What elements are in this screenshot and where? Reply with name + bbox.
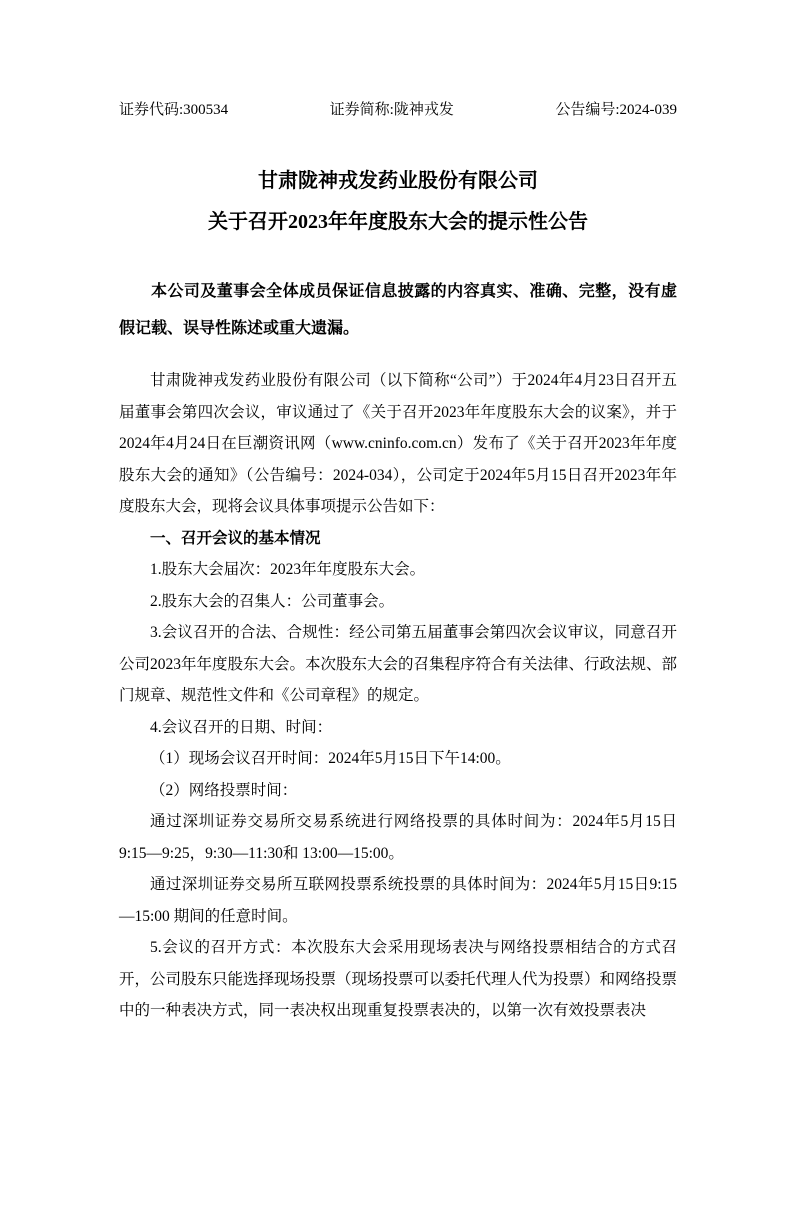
securities-info-header [119,101,677,119]
paragraph-item-2: 2.股东大会的召集人：公司董事会。 [150,592,395,610]
paragraph-internet-voting-time: 通过深圳证券交易所互联网投票系统投票的具体时间为：2024年5月15日9:15—15:00 期间的任意时间。 [119,876,677,925]
announcement-subject-title: 关于召开2023年年度股东大会的提示性公告 [208,211,588,233]
document-body [119,365,677,1027]
section-heading-1: 一、召开会议的基本情况 [150,529,321,547]
paragraph-item-4-1: （1）现场会议召开时间：2024年5月15日下午14:00。 [150,750,511,767]
announcement-number: 公告编号:2024-039 [555,102,677,118]
paragraph-trade-system-voting-time: 通过深圳证券交易所交易系统进行网络投票的具体时间为：2024年5月15日9:15—9:25，9:30—11:30和 13:00—15:00。 [119,813,677,862]
stock-abbr: 证券简称:陇神戎发 [329,102,454,118]
company-name-title: 甘肃陇神戎发药业股份有限公司 [258,170,538,192]
paragraph-item-3: 3.会议召开的合法、合规性：经公司第五届董事会第四次会议审议，同意召开公司2023年年度股东大会。本次股东大会的召集程序符合有关法律、行政法规、部门规章、规范性文件和《公司章程》的规定。 [119,624,678,704]
stock-code: 证券代码:300534 [119,102,229,118]
board-disclaimer: 本公司及董事会全体成员保证信息披露的内容真实、准确、完整，没有虚假记载、误导性陈述或重大遗漏。 [119,283,677,337]
paragraph-item-4-2: （2）网络投票时间： [150,781,298,799]
announcement-page [0,101,794,1223]
paragraph-item-5: 5.会议的召开方式：本次股东大会采用现场表决与网络投票相结合的方式召开，公司股东只能选择现场投票（现场投票可以委托代理人代为投票）和网络投票中的一种表决方式，同一表决权出现重复投票表决的，以第一次有效投票表决 [119,939,678,1019]
paragraph-item-4: 4.会议召开的日期、时间： [150,718,333,736]
paragraph-intro: 甘肃陇神戎发药业股份有限公司（以下简称“公司”）于2024年4月23日召开五届董事会第四次会议，审议通过了《关于召开2023年年度股东大会的议案》，并于2024年4月24日在巨潮资讯网（www.cninfo.com.cn）发布了《关于召开2023年年度股东大会的通知》（公告编号：2024-034），公司定于2024年5月15日召开2023年年度股东大会，现将会议具体事项提示公告如下： [119,372,677,515]
paragraph-item-1: 1.股东大会届次：2023年年度股东大会。 [150,561,426,578]
